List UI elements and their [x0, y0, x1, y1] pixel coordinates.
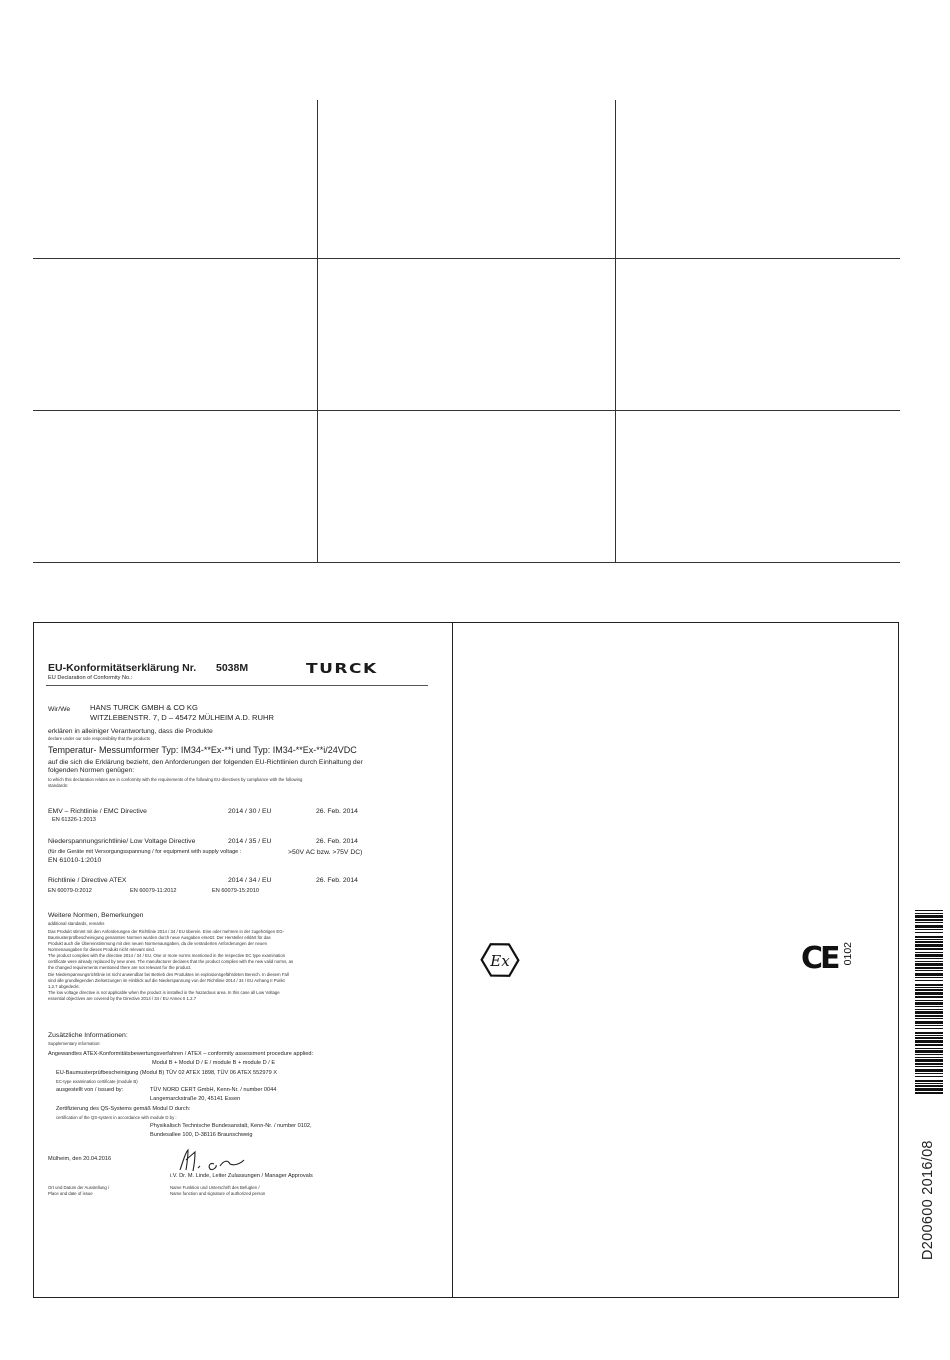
supplementary-de: Zusätzliche Informationen: [48, 1032, 128, 1039]
place-date: Mülheim, den 20.04.2016 [48, 1156, 112, 1162]
document-id: D200600 2016/08 [920, 1140, 936, 1260]
qs-address: Bundesallee 100, D-38116 Braunschweig [150, 1132, 253, 1138]
scope-en-2: standards: [48, 783, 69, 788]
table-hline-1 [33, 258, 900, 259]
table-vline-1 [317, 100, 318, 562]
notified-body-number: 0102 [842, 942, 854, 966]
atex-number: 2014 / 34 / EU [228, 877, 272, 884]
table-hline-2 [33, 410, 900, 411]
qs-body: Physikalisch Technische Bundesanstalt, Kenn-Nr. / number 0102, [150, 1123, 312, 1129]
lvd-voltage: >50V AC bzw. >75V DC) [288, 849, 363, 856]
lvd-date: 26. Feb. 2014 [316, 838, 358, 845]
atex-date: 26. Feb. 2014 [316, 877, 358, 884]
remark-line: Die Niederspannungsrichtlinie ist nicht anwendbar bei Betrieb des Produktes im explosionsgefährdeten Bereich. In diesem Fall [48, 972, 289, 977]
supplementary-en: Supplementary information: [48, 1041, 101, 1046]
remark-line: the changed requirements mentioned there are not relevant for the product. [48, 965, 192, 970]
ex-hexagon-icon [480, 940, 520, 980]
declaration-heading-en: EU Declaration of Conformity No.: [48, 675, 133, 681]
scope-en-1: to which this declaration relates are in conformity with the requirements of the following EU-directives by compliance with the following [48, 777, 303, 782]
eu-declaration-scan [40, 632, 448, 1252]
emc-date: 26. Feb. 2014 [316, 808, 358, 815]
remark-line: essential objectives are covered by the Directive 2014 / 34 / EU Annex II 1.2.7 [48, 996, 197, 1001]
table-vline-2 [615, 100, 616, 562]
emc-number: 2014 / 30 / EU [228, 808, 272, 815]
exam-certificate-en: EC-type examination certificate (module B) [56, 1079, 138, 1084]
atex-standard-3: EN 60079-15:2010 [212, 888, 259, 894]
atex-directive: Richtlinie / Directive ATEX [48, 877, 127, 884]
lvd-directive: Niederspannungsrichtlinie/ Low Voltage Directive [48, 838, 196, 845]
scope-de-1: auf die sich die Erklärung bezieht, den Anforderungen der folgenden EU-Richtlinien durch Einhaltung der [48, 759, 363, 766]
table-hline-3 [33, 562, 900, 563]
company-address: WITZLEBENSTR. 7, D – 45472 MÜLHEIM A.D. RUHR [90, 713, 274, 722]
procedure-line: Angewandtes ATEX-Konformitätsbewertungsverfahren / ATEX – conformity assessment procedure applied: [48, 1051, 314, 1057]
ex-symbol-text: Ex [490, 952, 510, 970]
heading-rule [46, 685, 428, 686]
emc-standard: EN 61326-1:2013 [52, 817, 96, 823]
lvd-number: 2014 / 35 / EU [228, 838, 272, 845]
issued-by: ausgestellt von / issued by: [56, 1087, 124, 1093]
atex-standard-2: EN 60079-11:2012 [130, 888, 177, 894]
issuer-address: Langemarckstraße 20, 45141 Essen [150, 1096, 241, 1102]
issuer-name: TÜV NORD CERT GmbH, Kenn-Nr. / number 0044 [150, 1087, 277, 1093]
signatory: i.V. Dr. M. Linde, Leiter Zulassungen / Manager Approvals [170, 1173, 313, 1179]
remark-line: Normenausgaben für dieses Produkt nicht relevant sind. [48, 947, 156, 952]
ce-mark-icon: CE [801, 941, 838, 976]
we-label: Wir/We [48, 706, 71, 713]
sign-label-de: Name Funktion und Unterschrift des Befugten / [170, 1185, 260, 1190]
lvd-note: (für die Geräte mit Versorgungsspannung / for equipment with supply voltage : [48, 849, 242, 855]
frame-divider [452, 622, 453, 1298]
remark-line: sind alle grundlegenden Zielsetzungen im Hinblick auf die Niederspannung von der Richtlinie 2014 / 34 / EU Anhang II Punkt [48, 978, 285, 983]
remark-line: 1.2.7 abgedeckt. [48, 984, 80, 989]
atex-standard-1: EN 60079-0:2012 [48, 888, 92, 894]
handwritten-signature [176, 1146, 248, 1176]
declaration-number: 5038M [216, 662, 249, 674]
responsibility-de: erklären in alleiniger Verantwortung, dass die Produkte [48, 728, 213, 735]
place-label-en: Place and date of issue [48, 1191, 93, 1196]
declaration-heading: EU-Konformitätserklärung Nr. [48, 662, 197, 674]
place-label-de: Ort und Datum der Ausstellung / [48, 1185, 110, 1190]
remark-line: Produkt auch die Übereinstimmung mit den neuen Normenausgaben, da die veränderten Anforderungen der neuen [48, 941, 268, 946]
further-standards: Weitere Normen, Bemerkungen [48, 912, 144, 919]
remark-line: certificate were already replaced by new ones. The manufacturer declares that the product complies with the new valid norms, as [48, 959, 294, 964]
further-standards-en: additional standards, remarks [48, 921, 105, 926]
product-line: Temperatur- Messumformer Typ: IM34-**Ex-**i und Typ: IM34-**Ex-**i/24VDC [48, 745, 357, 755]
qs-system: Zertifizierung des QS-Systems gemäß Modul D durch: [56, 1106, 191, 1112]
barcode [915, 910, 943, 1096]
company-name: HANS TURCK GMBH & CO KG [90, 703, 198, 712]
remark-line: Baumusterprüfbescheinigung genannten Normen wurden durch neue Ausgaben ersetzt. Der Hersteller erklärt für das [48, 935, 271, 940]
modules-line: Modul B + Modul D / E / module B + module D / E [152, 1060, 276, 1066]
turck-logo: TURCK [306, 661, 378, 677]
responsibility-en: declare under our sole responsibility that the products [48, 736, 150, 741]
remark-line: Das Produkt stimmt mit den Anforderungen der Richtlinie 2014 / 34 / EU überein. Eine oder mehrere in der zugehörigen EG- [48, 929, 284, 934]
emc-directive: EMV – Richtlinie / EMC Directive [48, 808, 147, 815]
sign-label-en: Name function and signature of authorized person [170, 1191, 266, 1196]
exam-certificate: EU-Baumusterprüfbescheinigung (Modul B) TÜV 02 ATEX 1898, TÜV 06 ATEX 552979 X [56, 1070, 277, 1076]
scope-de-2: folgenden Normen genügen: [48, 767, 135, 774]
remark-line: The product complies with the directive 2014 / 34 / EU. One or more norms mentioned in the respective EC type examination [48, 953, 286, 958]
qs-system-en: certification of the QS-system in accordance with module D by : [56, 1115, 177, 1120]
remark-line: The low voltage directive is not applicable when the product is installed in the hazardous area. In this case all Low Voltage [48, 990, 280, 995]
lvd-standard: EN 61010-1:2010 [48, 857, 102, 864]
